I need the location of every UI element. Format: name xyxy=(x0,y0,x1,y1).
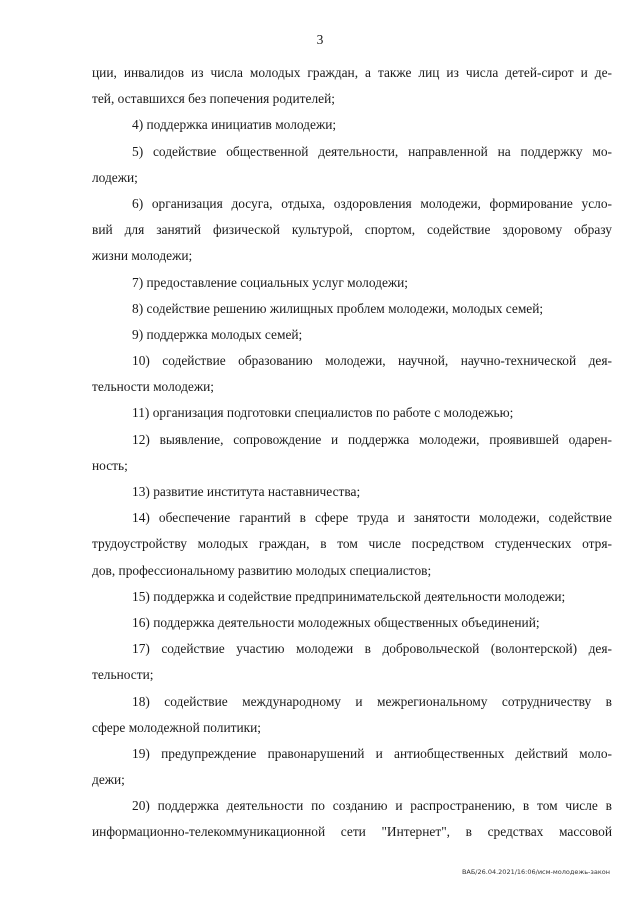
text-line: 17) содействие участию молодежи в добровольческой (волонтерской) дея- xyxy=(132,641,612,657)
text-line: 15) поддержка и содействие предпринимательской деятельности молодежи; xyxy=(132,588,566,604)
paragraph xyxy=(92,689,612,741)
text-line: 20) поддержка деятельности по созданию и распространению, в том числе в xyxy=(132,798,612,814)
text-line: 6) организация досуга, отдыха, оздоровления молодежи, формирование усло- xyxy=(132,195,612,211)
paragraph xyxy=(92,505,612,584)
text-line: дов, профессиональному развитию молодых специалистов; xyxy=(92,562,432,578)
paragraph xyxy=(92,793,612,845)
paragraph xyxy=(92,296,612,322)
text-line: 7) предоставление социальных услуг молодежи; xyxy=(132,274,409,290)
paragraph xyxy=(92,400,612,426)
text-line: 4) поддержка инициатив молодежи; xyxy=(132,117,337,133)
paragraph xyxy=(92,270,612,296)
paragraph xyxy=(92,479,612,505)
document-body xyxy=(92,60,612,846)
paragraph xyxy=(92,322,612,348)
text-line: 14) обеспечение гарантий в сфере труда и занятости молодежи, содействие xyxy=(132,510,612,526)
paragraph xyxy=(92,60,612,112)
text-line: тельности; xyxy=(92,667,154,683)
paragraph xyxy=(92,139,612,191)
text-line: лодежи; xyxy=(92,169,138,185)
text-line: 12) выявление, сопровождение и поддержка молодежи, проявившей одарен- xyxy=(132,431,612,447)
paragraph xyxy=(92,112,612,138)
text-line: 19) предупреждение правонарушений и антиобщественных действий моло- xyxy=(132,745,612,761)
text-line: дежи; xyxy=(92,772,125,788)
paragraph xyxy=(92,427,612,479)
text-line: трудоустройству молодых граждан, в том числе посредством студенческих отря- xyxy=(92,536,612,552)
paragraph xyxy=(92,348,612,400)
footer-stamp: ВАБ/26.04.2021/16:06/исм-молодежь-закон xyxy=(461,868,610,876)
paragraph xyxy=(92,610,612,636)
text-line: 10) содействие образованию молодежи, научной, научно-технической дея- xyxy=(132,353,612,369)
text-line: 11) организация подготовки специалистов по работе с молодежью; xyxy=(132,405,514,421)
text-line: сфере молодежной политики; xyxy=(92,719,262,735)
text-line: 16) поддержка деятельности молодежных общественных объединений; xyxy=(132,614,540,630)
paragraph xyxy=(92,191,612,270)
text-line: 13) развитие института наставничества; xyxy=(132,484,361,499)
paragraph xyxy=(92,584,612,610)
page-number: 3 xyxy=(316,32,324,47)
text-line: вий для занятий физической культурой, спортом, содействие здоровому образу xyxy=(92,222,612,238)
text-line: 18) содействие международному и межрегиональному сотрудничеству в xyxy=(132,693,612,709)
text-line: жизни молодежи; xyxy=(92,248,193,264)
text-line: тельности молодежи; xyxy=(92,379,214,395)
text-line: тей, оставшихся без попечения родителей; xyxy=(92,91,335,107)
text-line: ность; xyxy=(92,457,128,473)
paragraph xyxy=(92,636,612,688)
text-line: 5) содействие общественной деятельности, направленной на поддержку мо- xyxy=(132,143,612,159)
text-line: информационно-телекоммуникационной сети "Интернет", в средствах массовой xyxy=(92,824,612,840)
text-line: ции, инвалидов из числа молодых граждан, а также лиц из числа детей-сирот и де- xyxy=(92,65,612,80)
text-line: 9) поддержка молодых семей; xyxy=(132,326,303,342)
paragraph xyxy=(92,741,612,793)
text-line: 8) содействие решению жилищных проблем молодежи, молодых семей; xyxy=(132,300,544,316)
